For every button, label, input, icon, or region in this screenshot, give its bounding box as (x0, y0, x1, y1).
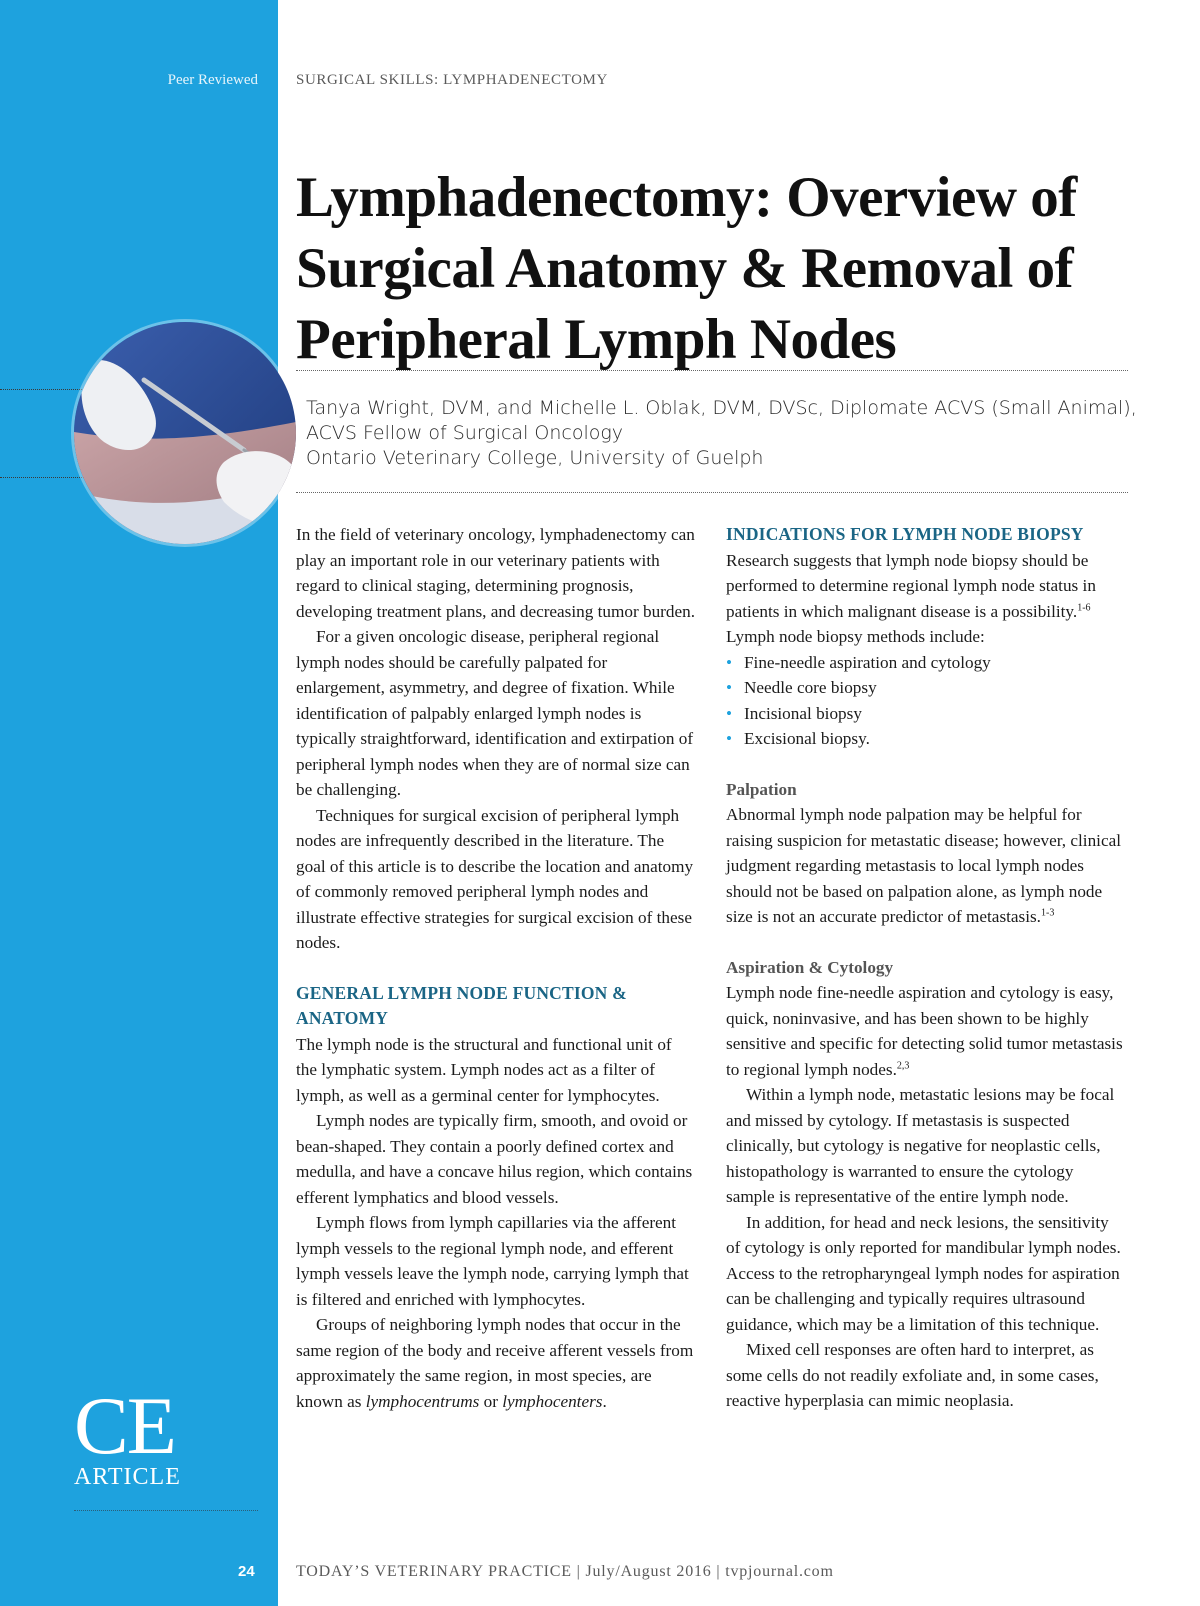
sidebar-divider-top (0, 389, 88, 390)
title-line: Lymphadenectomy: Overview of (296, 166, 1077, 229)
biopsy-methods-list (726, 650, 1126, 752)
body-paragraph (726, 548, 1126, 650)
list-item: • Fine-needle aspiration and cytology (726, 650, 1126, 676)
body-paragraph: Techniques for surgical excision of peripheral lymph nodes are infrequently described in the literature. The goal of this article is to describe the location and anatomy of commonly removed peripheral lymph nodes and illustrate effective strategies for surgical excision of these nodes. (296, 805, 694, 952)
author-line: Tanya Wright, DVM, and Michelle L. Oblak, DVM, DVSc, Diplomate ACVS (Small Animal), (306, 397, 1137, 419)
body-paragraph (726, 802, 1126, 930)
paragraph-text: . (602, 1391, 607, 1411)
paragraph-text: Lymph node fine-needle aspiration and cytology is easy, quick, noninvasive, and has been shown to be highly sensitive and specific for detecting solid tumor metastasis to regional lymph nodes. (726, 983, 1123, 1079)
surgery-photo (74, 322, 296, 544)
body-paragraph: Mixed cell responses are often hard to interpret, as some cells do not readily exfoliate and, in some cases, reactive hyperplasia can mimic neoplasia. (726, 1340, 1099, 1410)
paragraph-text: Research suggests that lymph node biopsy should be performed to determine regional lymph node status in patients in which malignant disease is a possibility. (726, 550, 1096, 621)
citation: 1-6 (1077, 601, 1091, 613)
article-title (296, 162, 1176, 375)
page-number: 24 (238, 1563, 255, 1580)
section-heading-indications: INDICATIONS FOR LYMPH NODE BIOPSY (726, 524, 1084, 544)
left-column (296, 522, 696, 1414)
author-block (306, 396, 1136, 471)
subheading-palpation: Palpation (726, 779, 797, 799)
paragraph-text: Groups of neighboring lymph nodes that occur in the same region of the body and receive afferent vessels from approximately the same region, in most species, are known as (296, 1315, 694, 1411)
body-paragraph: Lymph nodes are typically firm, smooth, and ovoid or bean-shaped. They contain a poorly defined cortex and medulla, and have a concave hilus region, which contains efferent lymphatics and blood vessels. (296, 1111, 693, 1207)
body-paragraph: The lymph node is the structural and functional unit of the lymphatic system. Lymph nodes act as a filter of lymph, as well as a germinal center for lymphocytes. (296, 1034, 672, 1105)
section-heading-function-anatomy: GENERAL LYMPH NODE FUNCTION & ANATOMY (296, 982, 627, 1028)
title-divider (296, 370, 1128, 371)
title-line: Surgical Anatomy & Removal of (296, 237, 1074, 300)
term-lymphocenters: lymphocenters (502, 1391, 603, 1411)
author-line: ACVS Fellow of Surgical Oncology (306, 422, 624, 444)
citation: 2,3 (896, 1059, 910, 1071)
body-paragraph: Within a lymph node, metastatic lesions may be focal and missed by cytology. If metastasis is suspected clinically, but cytology is negative for neoplastic cells, histopathology is warranted to ensure the cytology sample is representative of the entire lymph node. (726, 1085, 1115, 1206)
list-item: • Incisional biopsy (726, 701, 1126, 727)
sidebar-divider-bottom (0, 477, 88, 478)
authors-divider (296, 492, 1128, 493)
paragraph-text: or (479, 1391, 503, 1411)
peer-reviewed-label: Peer Reviewed (167, 72, 258, 88)
paragraph-text: Lymph node biopsy methods include: (726, 627, 985, 646)
list-item: • Excisional biopsy. (726, 726, 1126, 752)
term-lymphocentrums: lymphocentrums (365, 1391, 480, 1411)
body-paragraph (726, 980, 1126, 1082)
ce-article-badge (74, 1380, 181, 1491)
paragraph-text: Abnormal lymph node palpation may be helpful for raising suspicion for metastatic disease; however, clinical judgment regarding metastasis to local lymph nodes should not be based on palpation alone, as lymph node size is not an accurate predictor of metastasis. (726, 805, 1121, 926)
ce-divider (74, 1510, 258, 1511)
body-paragraph: In the field of veterinary oncology, lymphadenectomy can play an important role in our veterinary patients with regard to clinical staging, determining prognosis, developing treatment plans, and decreasing tumor burden. (296, 525, 696, 621)
sidebar (0, 0, 278, 1606)
author-affiliation: Ontario Veterinary College, University of Guelph (306, 447, 764, 469)
body-paragraph: Lymph flows from lymph capillaries via the afferent lymph vessels to the regional lymph node, and efferent lymph vessels leave the lymph node, carrying lymph that is filtered and enriched with lymphocytes. (296, 1213, 689, 1309)
section-label: SURGICAL SKILLS: LYMPHADENECTOMY (296, 72, 608, 88)
list-item: • Needle core biopsy (726, 675, 1126, 701)
article-label: ARTICLE (74, 1464, 181, 1490)
body-paragraph (296, 1312, 696, 1414)
citation: 1-3 (1040, 907, 1055, 919)
subheading-aspiration-cytology: Aspiration & Cytology (726, 957, 894, 977)
body-paragraph: For a given oncologic disease, peripheral regional lymph nodes should be carefully palpated for enlargement, asymmetry, and degree of fixation. While identification of palpably enlarged lymph nodes is typically straightforward, identification and extirpation of peripheral lymph nodes when they are of normal size can be challenging. (296, 627, 694, 799)
ce-letters: CE (74, 1380, 175, 1471)
journal-footer: TODAY’S VETERINARY PRACTICE | July/August 2016 | tvpjournal.com (296, 1563, 834, 1580)
title-line: Peripheral Lymph Nodes (296, 308, 897, 371)
body-paragraph: In addition, for head and neck lesions, the sensitivity of cytology is only reported for mandibular lymph nodes. Access to the retropharyngeal lymph nodes for aspiration can be challenging and typically requires ultrasound guidance, which may be a limitation of this technique. (726, 1212, 1121, 1334)
right-column (726, 522, 1126, 1414)
